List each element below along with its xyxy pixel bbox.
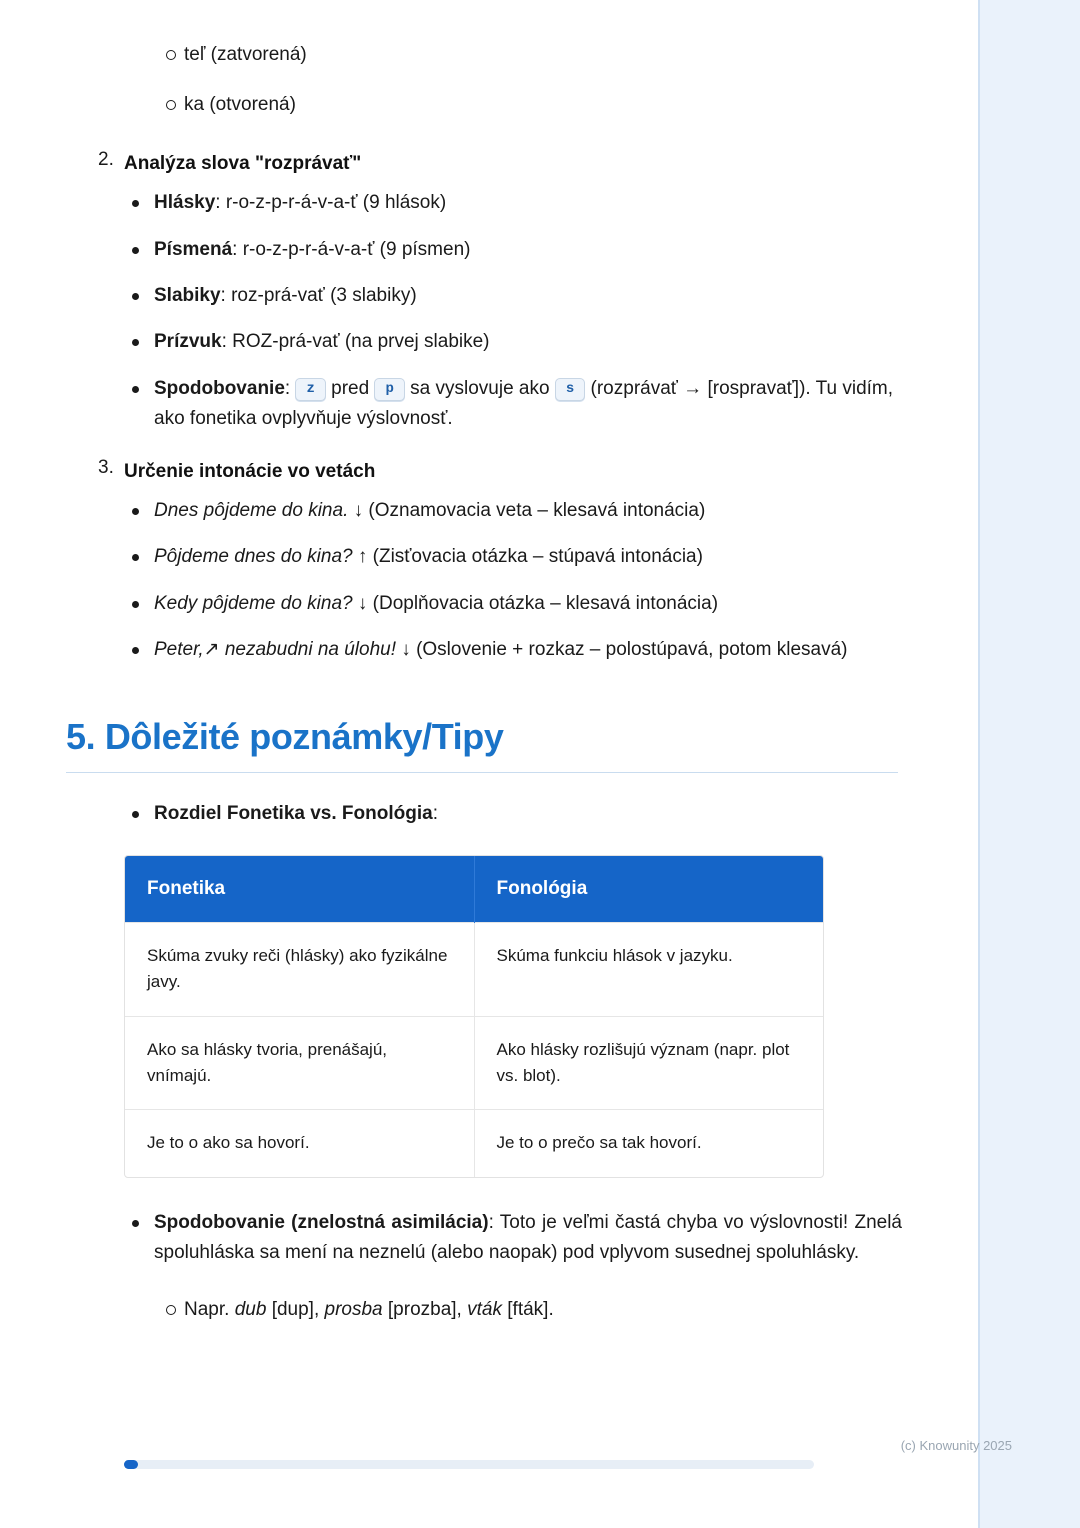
column-header-fonetika: Fonetika [125,856,474,923]
example-prefix: Napr. [184,1299,230,1321]
example-word-1: dub [234,1299,267,1321]
text-tail: (rozprávať → [rospravať]). Tu vidím, ako fonetika ovplyvňuje výslovnosť. [154,377,894,430]
table-cell: Skúma zvuky reči (hlásky) ako fyzikálne javy. [125,922,474,1016]
colon: : [432,802,438,824]
arrow-up-icon: ↑ [357,546,368,568]
analysis-bullets [62,188,902,434]
arrow-down-icon: ↓ [401,639,411,661]
list-item: teľ (zatvorená) [62,40,902,70]
arrow-rise-icon: ↗ [203,639,220,661]
table-cell: Ako sa hlásky tvoria, prenášajú, vnímajú. [125,1016,474,1110]
intonation-note: (Oslovenie + rozkaz – polostúpavá, potom klesavá) [416,639,848,661]
section-title: Analýza slova "rozprávať" [124,152,362,174]
bullet-label: Písmená [154,238,233,260]
arrow-down-icon: ↓ [353,500,364,521]
arrow-down-icon: ↓ [357,592,368,614]
numbered-section-3 [62,457,902,666]
page-side-strip [978,0,1080,1528]
scrollbar-thumb[interactable] [124,1460,138,1469]
bullet-label: Spodobovanie [154,377,285,399]
example-transcription-2: [prozba], [387,1299,462,1321]
bullet-text: : ROZ-prá-vať (na prvej slabike) [221,331,490,353]
example-sentence: Kedy pôjdeme do kina? [154,592,353,614]
example-sentence: Peter, [154,639,204,661]
table-row [125,1016,823,1110]
list-item [62,1295,902,1325]
key-s: s [555,378,585,401]
list-item [62,542,902,572]
key-p: p [374,378,404,401]
top-sublist [62,40,902,121]
bullet-label: Rozdiel Fonetika vs. Fonológia [154,802,433,824]
document-content [62,40,902,1326]
list-item [62,281,902,311]
example-transcription-1: [dup], [271,1299,320,1321]
intonation-bullets [62,496,902,666]
section-title: Určenie intonácie vo vetách [124,460,376,482]
example-sentence: Dnes pôjdeme do kina. [154,500,349,521]
list-item-spodobovanie [62,374,902,435]
key-z: z [295,378,325,401]
colon: : [284,377,291,399]
bullet-label: Hlásky [154,192,216,214]
watermark: (c) Knowunity 2025 [900,1438,1012,1453]
intonation-note: (Zisťovacia otázka – stúpavá intonácia) [372,546,703,568]
page-title: 5. Dôležité poznámky/Tipy [66,715,504,757]
bullet-text: : roz-prá-vať (3 slabiky) [220,285,417,306]
bullet-label: Slabiky [154,285,221,306]
list-item [62,589,902,619]
column-header-fonologia: Fonológia [474,856,823,923]
table-cell: Je to o prečo sa tak hovorí. [474,1110,823,1177]
bullet-text: : r-o-z-p-r-á-v-a-ť (9 písmen) [232,238,471,260]
table-header-row [125,856,823,923]
example-sentence-part2: nezabudni na úlohu! [224,639,397,661]
examples-sublist [62,1295,902,1325]
table-cell: Ako hlásky rozlišujú význam (napr. plot vs. blot). [474,1016,823,1110]
intonation-note: (Oznamovacia veta – klesavá intonácia) [368,500,706,521]
text-vyslovuje: sa vyslovuje ako [410,377,550,399]
section-divider [66,772,898,773]
example-word-2: prosba [324,1299,383,1321]
section5-bullets [62,799,902,829]
intonation-note: (Doplňovacia otázka – klesavá intonácia) [372,592,719,614]
text-pred: pred [331,377,370,399]
example-sentence: Pôjdeme dnes do kina? [154,546,353,568]
list-item: ka (otvorená) [62,90,902,120]
spodobovanie-paragraph [62,1208,902,1270]
section-number: 2. [98,148,114,170]
numbered-section-2 [62,149,902,435]
list-item [62,327,902,357]
horizontal-scrollbar[interactable] [124,1460,814,1469]
list-item [62,188,902,218]
comparison-table [125,856,823,1177]
paragraph-label: Spodobovanie (znelostná asimilácia) [154,1211,489,1233]
table-row [125,922,823,1016]
bullet-label: Prízvuk [154,331,222,353]
bullet-text: : r-o-z-p-r-á-v-a-ť (9 hlások) [215,192,447,214]
paragraph-text: : Toto je veľmi častá chyba vo výslovnosti! Znelá spoluhláska sa mení na neznelú (alebo naopak) pod vplyvom susednej spoluhlásky. [154,1211,902,1264]
list-item [62,235,902,265]
comparison-table-wrapper [124,855,824,1178]
table-cell: Je to o ako sa hovorí. [125,1110,474,1177]
list-item [62,496,902,526]
table-cell: Skúma funkciu hlások v jazyku. [474,922,823,1016]
section-number: 3. [98,456,114,478]
list-item [62,799,902,829]
example-transcription-3: [fták]. [507,1299,554,1321]
list-item [62,635,902,665]
table-row [125,1110,823,1177]
example-word-3: vták [467,1299,502,1321]
